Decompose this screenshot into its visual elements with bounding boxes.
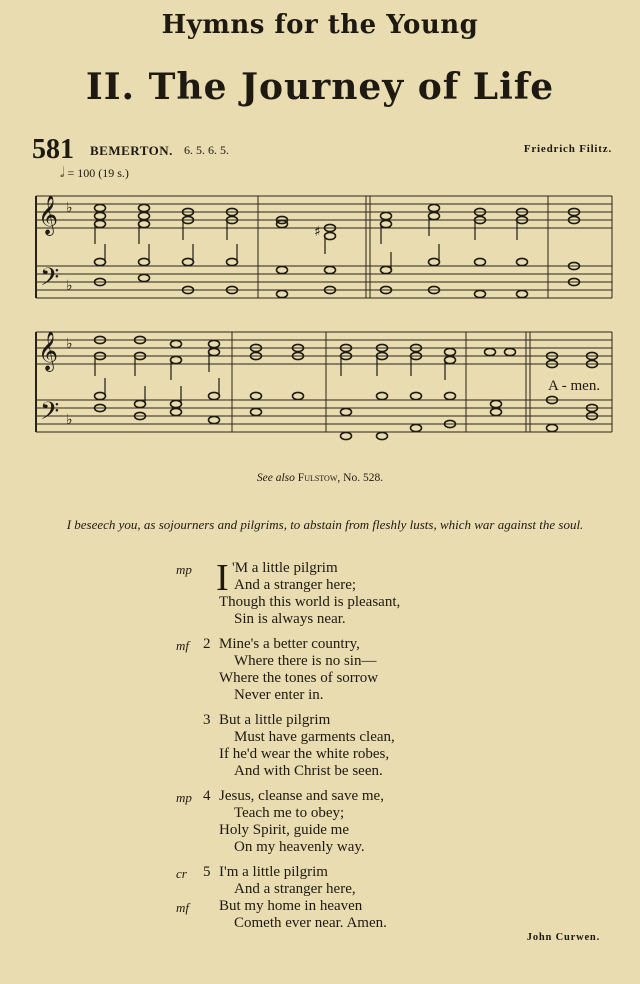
verse-4-line-1: Jesus, cleanse and save me,	[219, 788, 384, 804]
svg-text:♭: ♭	[66, 412, 73, 428]
composer: Friedrich Filitz.	[523, 143, 612, 155]
verse-3-number: 3	[203, 712, 211, 728]
svg-text:♭: ♭	[66, 200, 73, 216]
svg-text:𝄞: 𝄞	[38, 195, 59, 235]
see-also-tune: Fulstow	[297, 472, 338, 484]
verse-1-line-3: Though this world is pleasant,	[219, 594, 401, 610]
svg-text:𝄢: 𝄢	[40, 397, 60, 432]
svg-text:♭: ♭	[66, 278, 73, 294]
svg-text:𝄢: 𝄢	[40, 263, 60, 298]
verse-1-dynamic: mp	[176, 562, 192, 577]
meter: 6. 5. 6. 5.	[184, 143, 229, 157]
verse-2-line-3: Where the tones of sorrow	[219, 670, 379, 686]
verse-3-line-2: Must have garments clean,	[234, 729, 395, 745]
amen-lyric: A - men.	[548, 378, 601, 394]
see-also	[0, 472, 640, 484]
verse-2-line-1: Mine's a better country,	[219, 636, 360, 652]
tune-name: BEMERTON.	[90, 143, 173, 158]
verse-4-line-2: Teach me to obey;	[234, 805, 345, 821]
verse-5-line-3-dynamic: mf	[176, 900, 189, 915]
hymn-number: 581	[32, 134, 74, 165]
half-note-icon: 𝅗𝅥	[60, 166, 65, 181]
music-score	[0, 0, 640, 450]
verse-5-line-1: I'm a little pilgrim	[219, 864, 328, 880]
verse-5-line-4: Cometh ever near. Amen.	[234, 915, 387, 931]
verse-3-line-3: If he'd wear the white robes,	[219, 746, 390, 762]
verse-4-line-3: Holy Spirit, guide me	[219, 822, 349, 838]
see-also-reference: , No. 528.	[337, 472, 384, 484]
verse-5-line-2: And a stranger here,	[234, 881, 356, 897]
running-head: Hymns for the Young	[161, 10, 479, 40]
verse-3-line-1: But a little pilgrim	[219, 712, 331, 728]
svg-text:♭: ♭	[66, 336, 73, 352]
verse-1-line-1: 'M a little pilgrim	[232, 560, 338, 576]
scripture-epigraph: I beseech you, as sojourners and pilgrims, to abstain from fleshly lusts, which war against the soul.	[66, 517, 584, 532]
svg-text:♯: ♯	[314, 224, 321, 240]
verse-1-line-4: Sin is always near.	[234, 611, 346, 627]
verse-2-number: 2	[203, 636, 211, 652]
tempo-value: = 100 (19 s.)	[67, 166, 129, 180]
verse-1-line-2: And a stranger here;	[234, 577, 357, 593]
verse-5-number: 5	[203, 864, 211, 880]
section-title: II. The Journey of Life	[85, 66, 555, 108]
verse-2-line-2: Where there is no sin—	[234, 653, 377, 669]
verse-4-number: 4	[203, 788, 211, 804]
verse-5-dynamic: cr	[176, 866, 187, 881]
verse-2-dynamic: mf	[176, 638, 189, 653]
drop-cap: I	[216, 557, 229, 599]
svg-text:𝄞: 𝄞	[38, 331, 59, 371]
verse-3-line-4: And with Christ be seen.	[234, 763, 383, 779]
verse-2-line-4: Never enter in.	[234, 687, 324, 703]
verse-5-line-3: But my home in heaven	[219, 898, 363, 914]
verse-4-line-4: On my heavenly way.	[234, 839, 365, 855]
verse-4-dynamic: mp	[176, 790, 192, 805]
author: John Curwen.	[526, 932, 600, 943]
see-also-label: See also	[256, 472, 295, 484]
